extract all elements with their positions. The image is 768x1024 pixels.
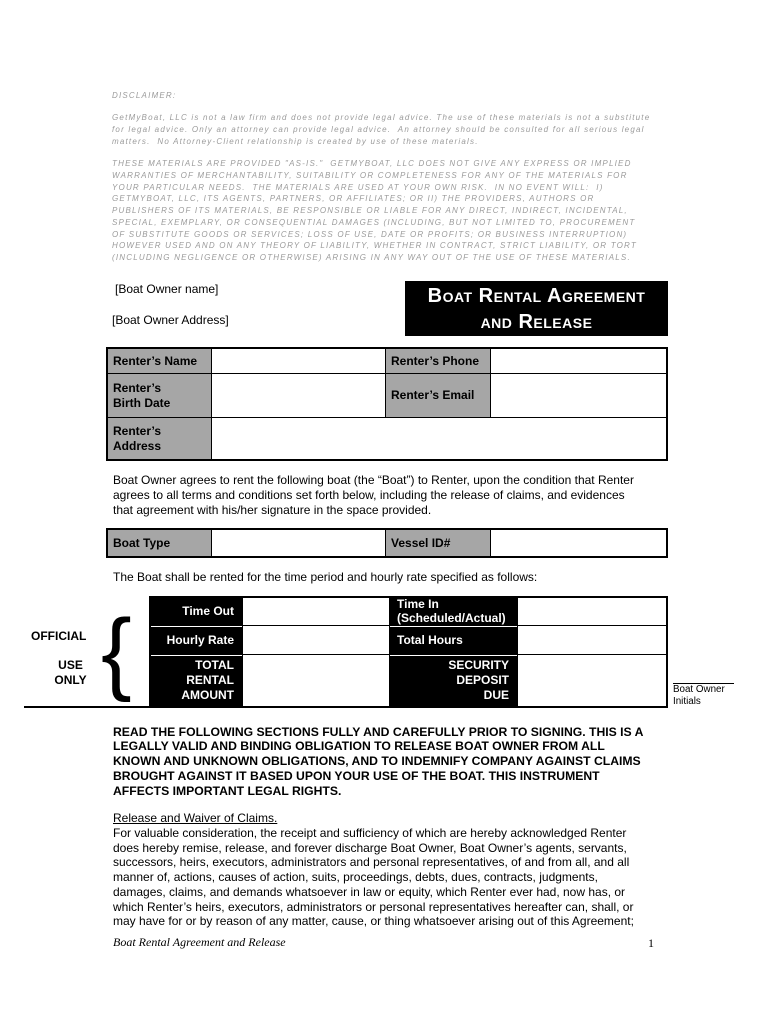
label-line: AMOUNT bbox=[181, 688, 234, 702]
hourly-rate-label: Hourly Rate bbox=[151, 626, 242, 654]
boat-owner-initials-label bbox=[673, 684, 725, 707]
disclaimer-line: (INCLUDING NEGLIGENCE OR OTHERWISE) ARISING IN ANY WAY OUT OF THE USE OF THESE MATERIALS. bbox=[112, 253, 631, 262]
renter-email-label: Renter’s Email bbox=[386, 374, 490, 417]
official-use-label-rest bbox=[50, 658, 91, 688]
security-deposit-due-field[interactable] bbox=[518, 655, 666, 706]
disclaimer-line: WARRANTIES OF MERCHANTABILITY, SUITABILITY OR COMPLETENESS FOR ANY OF THE MATERIALS FOR bbox=[112, 170, 628, 180]
vessel-id-label: Vessel ID# bbox=[386, 530, 490, 556]
label-line: TOTAL bbox=[195, 658, 234, 672]
renter-name-field[interactable] bbox=[212, 349, 385, 373]
boat-info-table bbox=[106, 528, 668, 558]
disclaimer-line: for legal advice. Only an attorney can provide legal advice. An attorney should be consulted for all serious legal bbox=[112, 125, 645, 134]
paragraph-line: may have for or by reason of any matter, cause, or thing whatsoever arising out of this Agreement; bbox=[113, 914, 634, 929]
disclaimer-line: PUBLISHERS OF ITS MATERIALS, BE RESPONSIBLE OR LIABLE FOR ANY DIRECT, INDIRECT, INCIDENTAL, bbox=[112, 206, 628, 215]
renter-address-label bbox=[108, 418, 211, 459]
brace-icon: { bbox=[101, 601, 132, 703]
disclaimer-line: OF SUBSTITUTE GOODS OR SERVICES; LOSS OF USE, DATE OR PROFITS; OR BUSINESS INTERRUPTION) bbox=[112, 229, 628, 239]
document-title-line-1: Boat Rental Agreement bbox=[427, 285, 646, 307]
rental-period-intro: The Boat shall be rented for the time period and hourly rate specified as follows: bbox=[113, 569, 538, 584]
official-use-table bbox=[149, 596, 668, 708]
label-line: Initials bbox=[673, 695, 701, 707]
paragraph-line: that agreement with his/her signature in the space provided. bbox=[113, 502, 432, 517]
disclaimer-line: THESE MATERIALS ARE PROVIDED "AS-IS." GETMYBOAT, LLC DOES NOT GIVE ANY EXPRESS OR IMPLIED bbox=[112, 159, 632, 168]
boat-owner-name: [Boat Owner name] bbox=[115, 281, 219, 296]
paragraph-line: which Renter’s heirs, executors, administrators or personal representatives hereafter can, shall, or bbox=[113, 899, 634, 914]
renter-info-table bbox=[106, 347, 668, 461]
vessel-id-field[interactable] bbox=[491, 530, 666, 556]
label-line: USE bbox=[58, 657, 83, 672]
intro-paragraph bbox=[113, 473, 634, 518]
label-line: Renter’s bbox=[113, 423, 162, 438]
paragraph-line: damages, claims, and demands whatsoever in law or equity, which Renter ever had, now has, or bbox=[113, 884, 626, 899]
hourly-rate-field[interactable] bbox=[243, 626, 389, 654]
document-title-box bbox=[405, 281, 668, 336]
renter-phone-field[interactable] bbox=[491, 349, 666, 373]
security-deposit-due-label bbox=[390, 655, 517, 706]
renter-email-field[interactable] bbox=[491, 374, 666, 417]
paragraph-line: For valuable consideration, the receipt and sufficiency of which are hereby acknowledged Renter bbox=[113, 826, 627, 840]
disclaimer-line: HOWEVER USED AND ON ANY THEORY OF LIABILITY, WHETHER IN CONTRACT, STRICT LIABILITY, OR TORT bbox=[112, 241, 637, 251]
release-section-body bbox=[113, 826, 634, 929]
disclaimer-line: matters. No Attorney-Client relationship is created by use of these materials. bbox=[112, 137, 479, 146]
release-section-heading: Release and Waiver of Claims. bbox=[113, 810, 278, 825]
label-line: Birth Date bbox=[113, 395, 171, 410]
disclaimer-heading: DISCLAIMER: bbox=[112, 91, 177, 100]
paragraph-line: manner of, actions, causes of action, suits, proceedings, debts, dues, contracts, judgments, bbox=[113, 870, 598, 885]
label-line: Boat Owner bbox=[673, 684, 725, 695]
disclaimer-paragraph-1 bbox=[112, 112, 650, 148]
boat-type-label: Boat Type bbox=[108, 530, 211, 556]
disclaimer-line: GETMYBOAT, LLC, ITS AGENTS, PARTNERS, OR AFFILIATES; OR II) THE PROVIDERS, AUTHORS OR bbox=[112, 194, 595, 204]
label-line: SECURITY bbox=[448, 658, 509, 672]
paragraph-line: agrees to all terms and conditions set forth below, including the release of claims, and evidences bbox=[113, 487, 625, 502]
warning-line: BROUGHT AGAINST IT BASED UPON YOUR USE OF THE BOAT. THIS INSTRUMENT bbox=[113, 768, 600, 783]
boat-owner-address: [Boat Owner Address] bbox=[112, 312, 229, 327]
label-line: (Scheduled/Actual) bbox=[397, 610, 506, 625]
warning-line: KNOWN AND UNKNOWN OBLIGATIONS, AND TO INDEMNIFY COMPANY AGAINST CLAIMS bbox=[113, 754, 641, 768]
paragraph-line: Boat Owner agrees to rent the following boat (the “Boat”) to Renter, upon the condition that Renter bbox=[113, 472, 634, 487]
page-number: 1 bbox=[648, 936, 654, 950]
legal-warning bbox=[113, 725, 643, 799]
time-in-label bbox=[390, 598, 517, 625]
renter-birth-date-label bbox=[108, 374, 211, 417]
official-use-label: OFFICIAL bbox=[31, 628, 87, 643]
label-line: Time In bbox=[397, 597, 439, 611]
warning-line: READ THE FOLLOWING SECTIONS FULLY AND CAREFULLY PRIOR TO SIGNING. THIS IS A bbox=[113, 724, 644, 739]
footer-document-title: Boat Rental Agreement and Release bbox=[113, 935, 286, 949]
section-divider-rule bbox=[24, 706, 150, 708]
label-line: Renter’s bbox=[113, 380, 162, 395]
total-hours-label: Total Hours bbox=[390, 626, 517, 654]
renter-address-field[interactable] bbox=[212, 418, 666, 459]
time-in-field[interactable] bbox=[518, 598, 666, 625]
label-line: ONLY bbox=[54, 672, 87, 687]
warning-line: LEGALLY VALID AND BINDING OBLIGATION TO RELEASE BOAT OWNER FROM ALL bbox=[113, 739, 605, 754]
renter-name-label: Renter’s Name bbox=[108, 349, 211, 373]
label-line: DUE bbox=[483, 688, 509, 702]
boat-type-field[interactable] bbox=[212, 530, 385, 556]
total-hours-field[interactable] bbox=[518, 626, 666, 654]
disclaimer-paragraph-2 bbox=[112, 158, 637, 264]
warning-line: AFFECTS IMPORTANT LEGAL RIGHTS. bbox=[113, 783, 342, 798]
total-rental-amount-field[interactable] bbox=[243, 655, 389, 706]
time-out-field[interactable] bbox=[243, 598, 389, 625]
total-rental-amount-label bbox=[151, 655, 242, 706]
paragraph-line: does hereby remise, release, and forever discharge Boat Owner, Boat Owner’s agents, servants, bbox=[113, 840, 627, 855]
renter-phone-label: Renter’s Phone bbox=[386, 349, 490, 373]
disclaimer-line: SPECIAL, EXEMPLARY, OR CONSEQUENTIAL DAMAGES (INCLUDING, BUT NOT LIMITED TO, PROCUREMENT bbox=[112, 217, 636, 227]
time-out-label: Time Out bbox=[151, 598, 242, 625]
label-line: Address bbox=[113, 438, 162, 453]
disclaimer-line: GetMyBoat, LLC is not a law firm and does not provide legal advice. The use of these materials is not a substitute bbox=[112, 113, 651, 122]
disclaimer-line: YOUR PARTICULAR NEEDS. THE MATERIALS ARE USED AT YOUR OWN RISK. IN NO EVENT WILL: I) bbox=[112, 182, 604, 192]
label-line: DEPOSIT bbox=[456, 673, 509, 687]
renter-birth-date-field[interactable] bbox=[212, 374, 385, 417]
label-line: RENTAL bbox=[186, 673, 234, 687]
paragraph-line: successors, heirs, executors, administrators and personal representatives, of and from all, and all bbox=[113, 855, 630, 870]
document-title-line-2: and Release bbox=[480, 311, 593, 333]
